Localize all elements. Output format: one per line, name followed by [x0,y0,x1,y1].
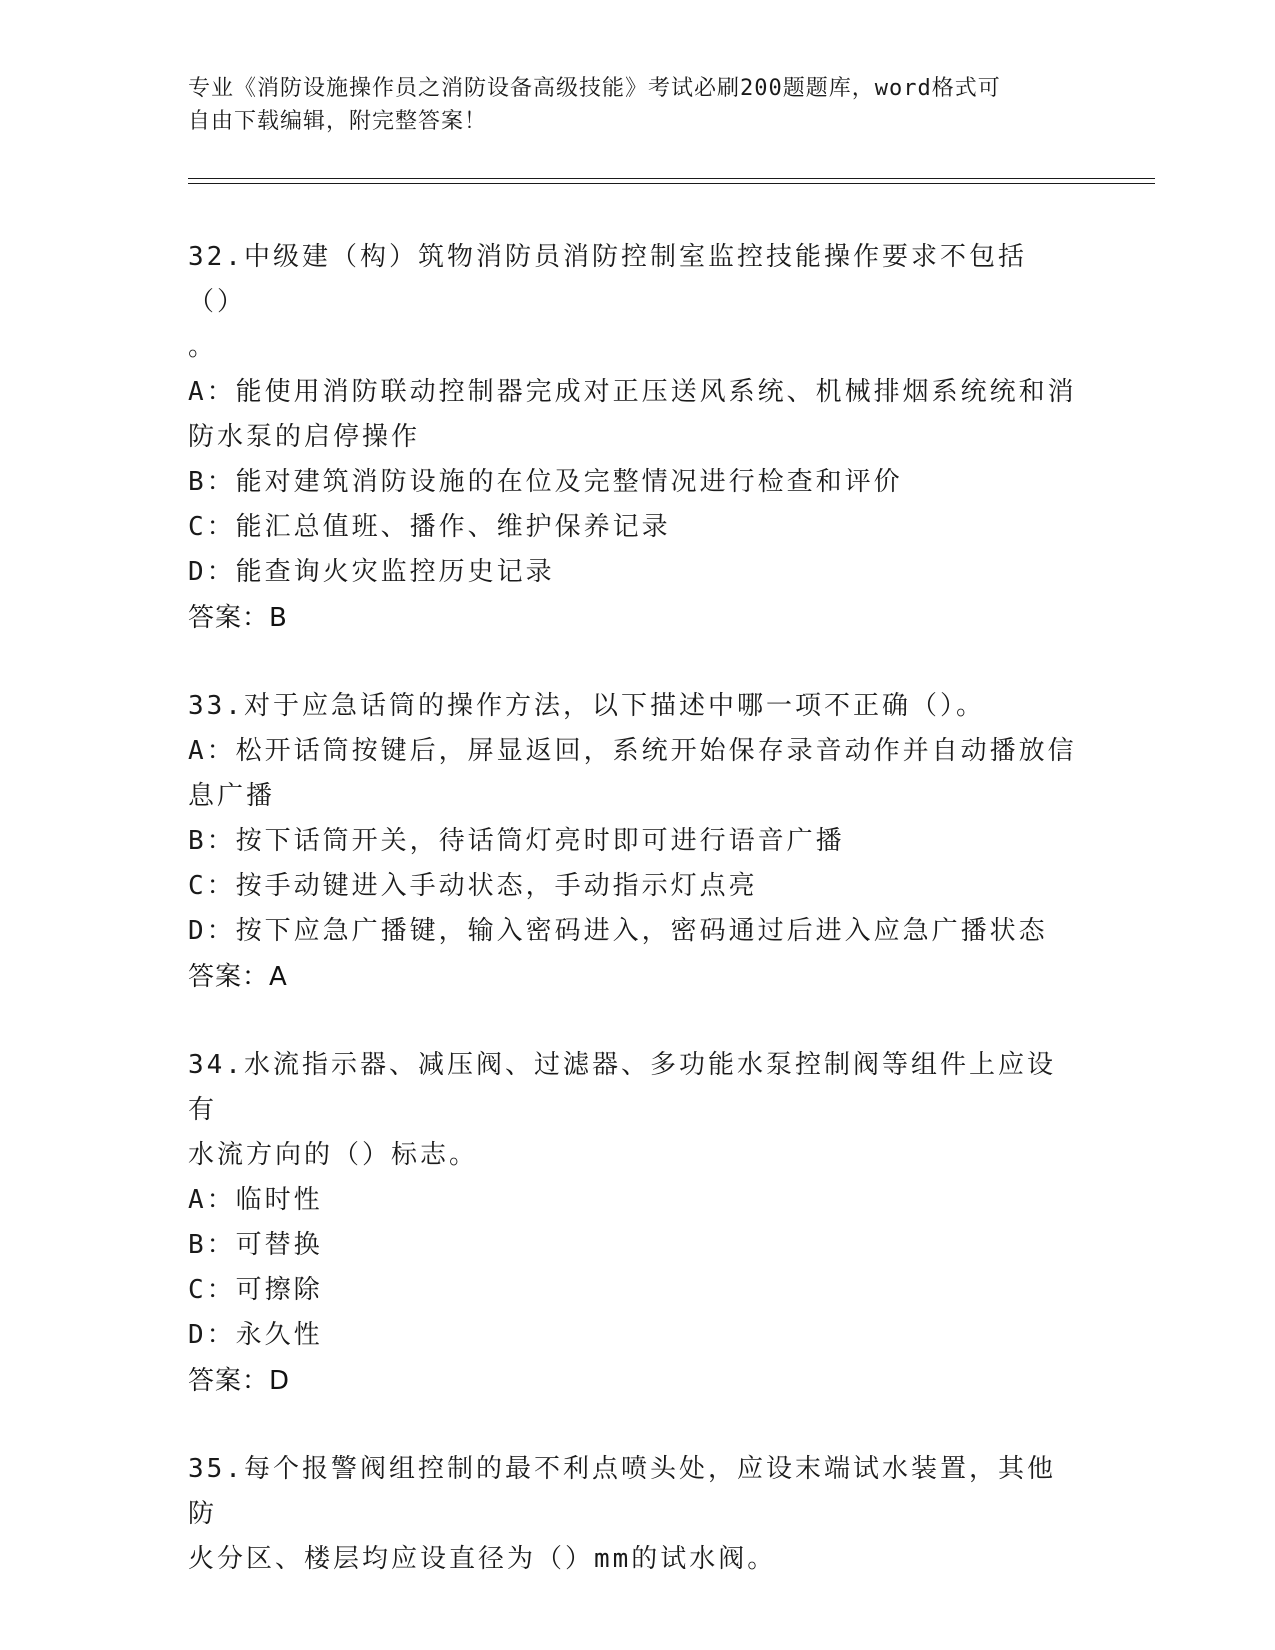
question-32 [188,235,1078,641]
header-rule-bottom [188,183,1155,184]
option-d: D：能查询火灾监控历史记录 [188,557,555,587]
option-b: B：按下话筒开关，待话筒灯亮时即可进行语音广播 [188,826,845,856]
option-b: B：可替换 [188,1230,323,1260]
question-35 [188,1447,1078,1582]
answer-label: 答案：B [188,603,288,633]
option-c: C：按手动键进入手动状态，手动指示灯点亮 [188,871,758,901]
document-header: 专业《消防设施操作员之消防设备高级技能》考试必刷200题题库，word格式可 自由下载编辑，附完整答案！ [188,76,1001,134]
question-stem: 35.每个报警阀组控制的最不利点喷头处，应设末端试水装置，其他防 火分区、楼层均应设直径为（）mm的试水阀。 [188,1454,1056,1574]
question-stem: 34.水流指示器、减压阀、过滤器、多功能水泵控制阀等组件上应设有 水流方向的（）标志。 [188,1050,1056,1170]
question-list [188,235,1078,1625]
option-a: A：松开话筒按键后，屏显返回，系统开始保存录音动作并自动播放信 息广播 [188,736,1077,811]
answer-label: 答案：A [188,962,288,992]
header-rule-top [188,178,1155,179]
option-c: C：能汇总值班、播作、维护保养记录 [188,512,671,542]
option-a: A：能使用消防联动控制器完成对正压送风系统、机械排烟系统统和消 防水泵的启停操作 [188,377,1077,452]
question-34 [188,1043,1078,1404]
option-d: D：永久性 [188,1320,323,1350]
option-b: B：能对建筑消防设施的在位及完整情况进行检查和评价 [188,467,903,497]
question-33 [188,684,1078,1000]
option-a: A：临时性 [188,1185,323,1215]
option-c: C：可擦除 [188,1275,323,1305]
option-d: D：按下应急广播键，输入密码进入，密码通过后进入应急广播状态 [188,916,1048,946]
question-stem: 33.对于应急话筒的操作方法，以下描述中哪一项不正确（）。 [188,691,985,721]
question-stem: 32.中级建（构）筑物消防员消防控制室监控技能操作要求不包括（） 。 [188,242,1027,362]
answer-label: 答案：D [188,1366,291,1396]
